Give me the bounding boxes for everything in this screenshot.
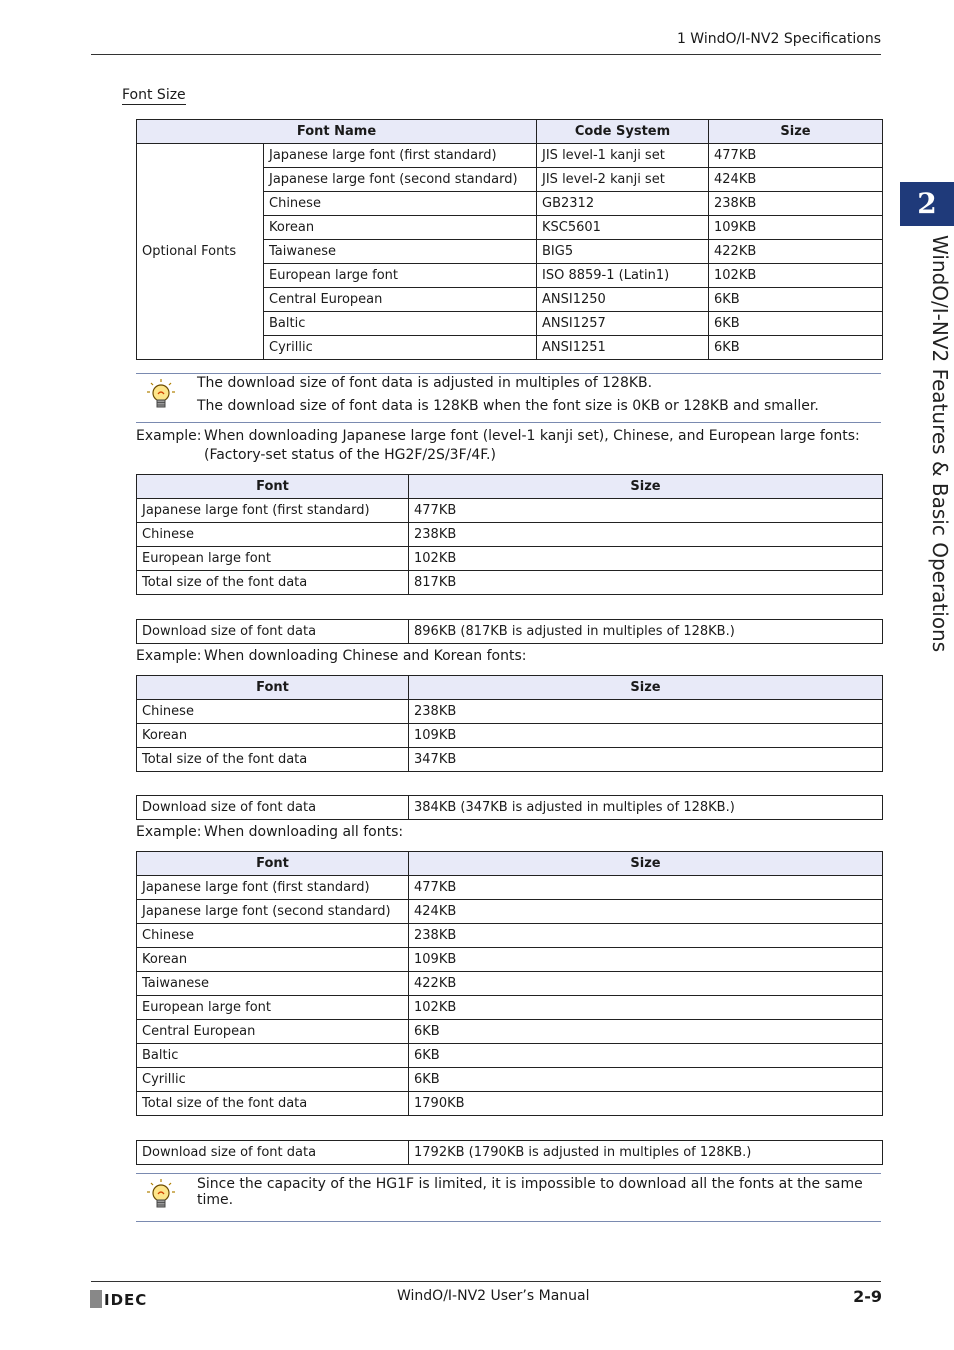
table-cell: Baltic	[264, 312, 537, 336]
table-cell: 238KB	[709, 192, 883, 216]
table-cell: Cyrillic	[264, 336, 537, 360]
table-cell: KSC5601	[537, 216, 709, 240]
table-cell: 238KB	[409, 523, 883, 547]
header-size: Size	[409, 475, 883, 499]
note-line: Since the capacity of the HG1F is limited, it is impossible to download all the fonts at the same time.	[197, 1176, 863, 1208]
table-row	[137, 523, 883, 547]
table-cell: 6KB	[709, 336, 883, 360]
header-size: Size	[709, 120, 883, 144]
table-cell: Download size of font data	[137, 1141, 409, 1165]
table-cell: 424KB	[709, 168, 883, 192]
table-row	[137, 1141, 883, 1165]
table-row	[137, 700, 883, 724]
example-label: Example:	[136, 428, 202, 444]
font-size-table	[136, 119, 883, 360]
example-text: When downloading all fonts:	[204, 824, 404, 840]
note-bottom-rule	[136, 1221, 881, 1222]
lightbulb-icon	[146, 1178, 176, 1212]
table-header-row	[137, 475, 883, 499]
table-cell: 6KB	[709, 312, 883, 336]
table-cell: 6KB	[409, 1068, 883, 1092]
table-cell: Chinese	[137, 700, 409, 724]
table-cell: Total size of the font data	[137, 571, 409, 595]
table-row	[137, 547, 883, 571]
table-cell: Chinese	[137, 924, 409, 948]
table-row	[137, 724, 883, 748]
table-header-row	[137, 120, 883, 144]
table-cell: Taiwanese	[264, 240, 537, 264]
footer-rule	[91, 1281, 881, 1282]
chapter-tab: 2	[900, 182, 954, 226]
table-cell: 109KB	[409, 724, 883, 748]
hint-note	[136, 373, 881, 423]
table-row	[137, 924, 883, 948]
table-cell: 422KB	[709, 240, 883, 264]
table-cell: 422KB	[409, 972, 883, 996]
table-cell: Baltic	[137, 1044, 409, 1068]
table-cell: Cyrillic	[137, 1068, 409, 1092]
header-rule	[91, 54, 881, 55]
table-cell: Central European	[137, 1020, 409, 1044]
note-top-rule	[136, 1173, 881, 1174]
running-header: 1 WindO/I-NV2 Specifications	[676, 31, 881, 47]
table-row	[137, 1092, 883, 1116]
header-font: Font	[137, 676, 409, 700]
footer-manual-title: WindO/I-NV2 User’s Manual	[397, 1288, 590, 1304]
table-row	[137, 996, 883, 1020]
table-cell: 238KB	[409, 700, 883, 724]
table-cell: Korean	[264, 216, 537, 240]
table-row	[137, 796, 883, 820]
note-line: The download size of font data is 128KB when the font size is 0KB or 128KB and smaller.	[197, 398, 819, 414]
table-cell: European large font	[137, 996, 409, 1020]
note-bottom-rule	[136, 422, 881, 423]
header-size: Size	[409, 852, 883, 876]
table-cell: 6KB	[409, 1020, 883, 1044]
table-cell: Download size of font data	[137, 620, 409, 644]
group-label: Optional Fonts	[137, 144, 264, 360]
table-cell: European large font	[137, 547, 409, 571]
table-cell: Download size of font data	[137, 796, 409, 820]
table-cell: 6KB	[709, 288, 883, 312]
table-cell: 817KB	[409, 571, 883, 595]
example-1-download-table	[136, 619, 883, 644]
example-3-download-table	[136, 1140, 883, 1165]
table-cell: Total size of the font data	[137, 1092, 409, 1116]
table-header-row	[137, 852, 883, 876]
table-cell: 384KB (347KB is adjusted in multiples of 128KB.)	[409, 796, 883, 820]
example-2-intro	[136, 648, 881, 668]
example-1-intro	[136, 428, 881, 468]
table-cell: 102KB	[409, 996, 883, 1020]
example-text: (Factory-set status of the HG2F/2S/3F/4F.)	[204, 447, 496, 463]
table-cell: GB2312	[537, 192, 709, 216]
example-3-table	[136, 851, 883, 1116]
table-row	[137, 499, 883, 523]
logo-text: IDEC	[104, 1291, 148, 1309]
table-row	[137, 1020, 883, 1044]
table-row	[137, 1044, 883, 1068]
page-number: 2-9	[853, 1287, 882, 1306]
table-row	[137, 948, 883, 972]
table-row	[137, 748, 883, 772]
table-cell: JIS level-2 kanji set	[537, 168, 709, 192]
table-cell: Japanese large font (first standard)	[137, 876, 409, 900]
table-cell: Chinese	[137, 523, 409, 547]
table-cell: ANSI1257	[537, 312, 709, 336]
example-2-table	[136, 675, 883, 772]
table-cell: 102KB	[409, 547, 883, 571]
example-3-intro	[136, 824, 881, 844]
table-cell: 424KB	[409, 900, 883, 924]
table-cell: 1792KB (1790KB is adjusted in multiples of 128KB.)	[409, 1141, 883, 1165]
table-row	[137, 972, 883, 996]
table-row	[137, 144, 883, 168]
table-cell: Chinese	[264, 192, 537, 216]
header-size: Size	[409, 676, 883, 700]
chapter-side-title	[928, 235, 952, 653]
table-cell: 896KB (817KB is adjusted in multiples of 128KB.)	[409, 620, 883, 644]
table-cell: Japanese large font (first standard)	[137, 499, 409, 523]
example-text: When downloading Japanese large font (level-1 kanji set), Chinese, and European large fonts:	[204, 428, 860, 444]
hint-note	[136, 1173, 881, 1222]
table-cell: European large font	[264, 264, 537, 288]
table-cell: 347KB	[409, 748, 883, 772]
table-cell: ISO 8859-1 (Latin1)	[537, 264, 709, 288]
table-cell: Korean	[137, 724, 409, 748]
table-row	[137, 876, 883, 900]
header-font-name: Font Name	[137, 120, 537, 144]
logo-mark	[90, 1290, 102, 1308]
table-cell: 238KB	[409, 924, 883, 948]
table-cell: Japanese large font (second standard)	[137, 900, 409, 924]
table-header-row	[137, 676, 883, 700]
table-cell: Taiwanese	[137, 972, 409, 996]
table-cell: JIS level-1 kanji set	[537, 144, 709, 168]
idec-logo	[90, 1290, 147, 1309]
header-code-system: Code System	[537, 120, 709, 144]
section-title: Font Size	[122, 87, 186, 103]
chapter-side-title-text: WindO/I-NV2 Features & Basic Operations	[928, 235, 952, 653]
table-cell: 109KB	[709, 216, 883, 240]
note-top-rule	[136, 373, 881, 374]
table-cell: 102KB	[709, 264, 883, 288]
table-cell: 1790KB	[409, 1092, 883, 1116]
table-row	[137, 1068, 883, 1092]
example-2-download-table	[136, 795, 883, 820]
table-row	[137, 900, 883, 924]
table-cell: 109KB	[409, 948, 883, 972]
table-cell: 477KB	[709, 144, 883, 168]
table-cell: Japanese large font (first standard)	[264, 144, 537, 168]
table-cell: Japanese large font (second standard)	[264, 168, 537, 192]
example-label: Example:	[136, 824, 202, 840]
table-cell: BIG5	[537, 240, 709, 264]
table-row	[137, 571, 883, 595]
example-label: Example:	[136, 648, 202, 664]
table-cell: 477KB	[409, 876, 883, 900]
table-cell: Total size of the font data	[137, 748, 409, 772]
table-cell: ANSI1251	[537, 336, 709, 360]
example-text: When downloading Chinese and Korean fonts:	[204, 648, 527, 664]
header-font: Font	[137, 852, 409, 876]
table-cell: 477KB	[409, 499, 883, 523]
note-line: The download size of font data is adjusted in multiples of 128KB.	[197, 375, 653, 391]
table-cell: Korean	[137, 948, 409, 972]
table-cell: 6KB	[409, 1044, 883, 1068]
table-cell: ANSI1250	[537, 288, 709, 312]
example-1-table	[136, 474, 883, 595]
lightbulb-icon	[146, 378, 176, 412]
table-cell: Central European	[264, 288, 537, 312]
header-font: Font	[137, 475, 409, 499]
table-row	[137, 620, 883, 644]
